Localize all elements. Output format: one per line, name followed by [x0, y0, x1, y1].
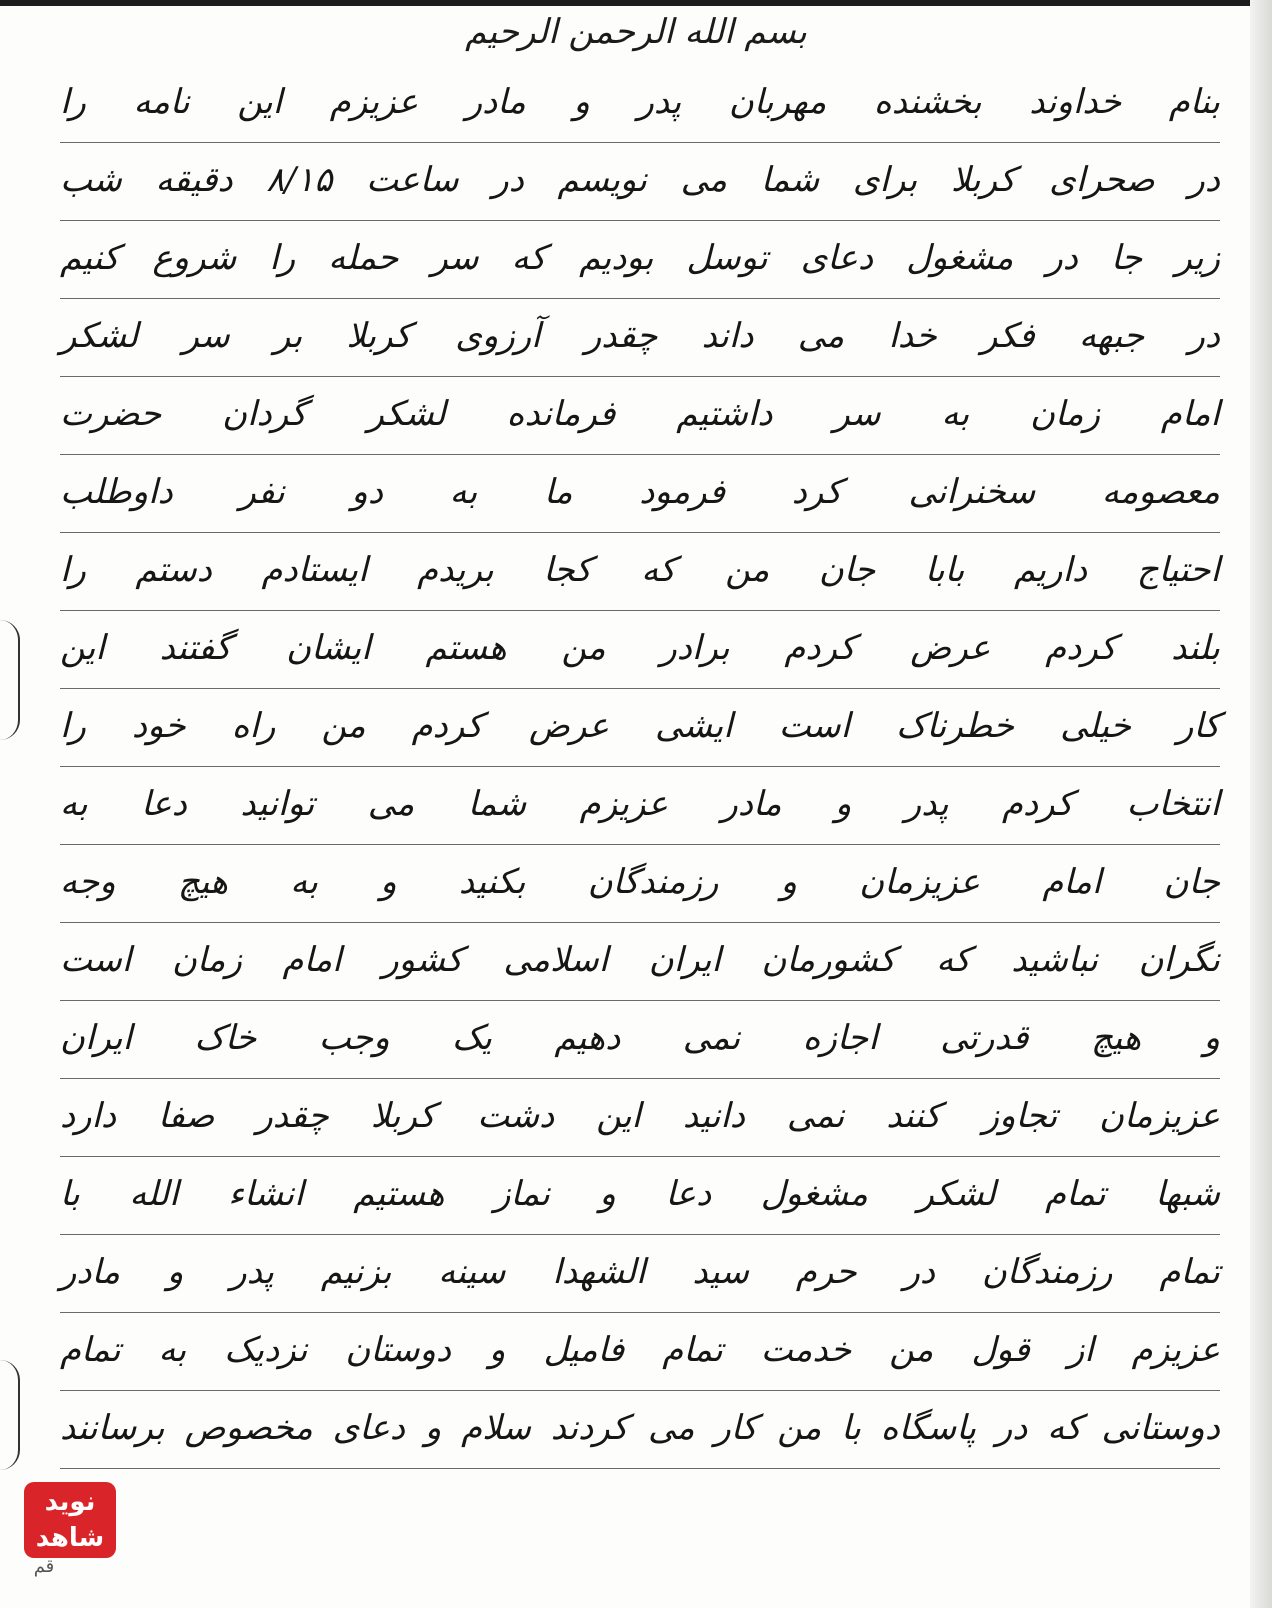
binding-mark: [0, 620, 20, 740]
binding-mark: [0, 1360, 20, 1470]
letter-line: انتخاب کردم پدر و مادر عزیزم شما می توانید دعا به: [60, 776, 1220, 845]
letter-line: احتیاج داریم بابا جان من که کجا بریدم ایستادم دستم را: [60, 542, 1220, 611]
letter-line: در صحرای کربلا برای شما می نویسم در ساعت ۸/۱۵ دقیقه شب: [60, 152, 1220, 221]
top-edge-rule: [0, 0, 1272, 6]
logo-brand-text: نوید شاهد: [24, 1482, 116, 1558]
letter-line: نگران نباشید که کشورمان ایران اسلامی کشور امام زمان است: [60, 932, 1220, 1001]
letter-line: معصومه سخنرانی کرد فرمود ما به دو نفر داوطلب: [60, 464, 1220, 533]
logo-province-text: قم: [33, 1556, 55, 1577]
letter-line: تمام رزمندگان در حرم سید الشهدا سینه بزنیم پدر و مادر: [60, 1244, 1220, 1313]
letter-line: زیر جا در مشغول دعای توسل بودیم که سر حمله را شروع کنیم: [60, 230, 1220, 299]
letter-line: شبها تمام لشکر مشغول دعا و نماز هستیم انشاء الله با: [60, 1166, 1220, 1235]
letter-line: امام زمان به سر داشتیم فرمانده لشکر گردان حضرت: [60, 386, 1220, 455]
letter-line: کار خیلی خطرناک است ایشی عرض کردم من راه خود را: [60, 698, 1220, 767]
letter-line: و هیچ قدرتی اجازه نمی دهیم یک وجب خاک ایران: [60, 1010, 1220, 1079]
letter-line: بنام خداوند بخشنده مهربان پدر و مادر عزیزم این نامه را: [60, 74, 1220, 143]
letter-heading: بسم الله الرحمن الرحیم: [465, 12, 807, 52]
letter-line: دوستانی که در پاسگاه با من کار می کردند سلام و دعای مخصوص برسانند: [60, 1400, 1220, 1469]
page-right-edge: [1250, 0, 1272, 1608]
navid-shahed-logo: [24, 1482, 116, 1582]
letter-line: جان امام عزیزمان و رزمندگان بکنید و به هیچ وجه: [60, 854, 1220, 923]
letter-line: بلند کردم عرض کردم برادر من هستم ایشان گفتند این: [60, 620, 1220, 689]
letter-line: عزیزمان تجاوز کنند نمی دانید این دشت کربلا چقدر صفا دارد: [60, 1088, 1220, 1157]
letter-line: عزیزم از قول من خدمت تمام فامیل و دوستان نزدیک به تمام: [60, 1322, 1220, 1391]
letter-line: در جبهه فکر خدا می داند چقدر آرزوی کربلا بر سر لشکر: [60, 308, 1220, 377]
